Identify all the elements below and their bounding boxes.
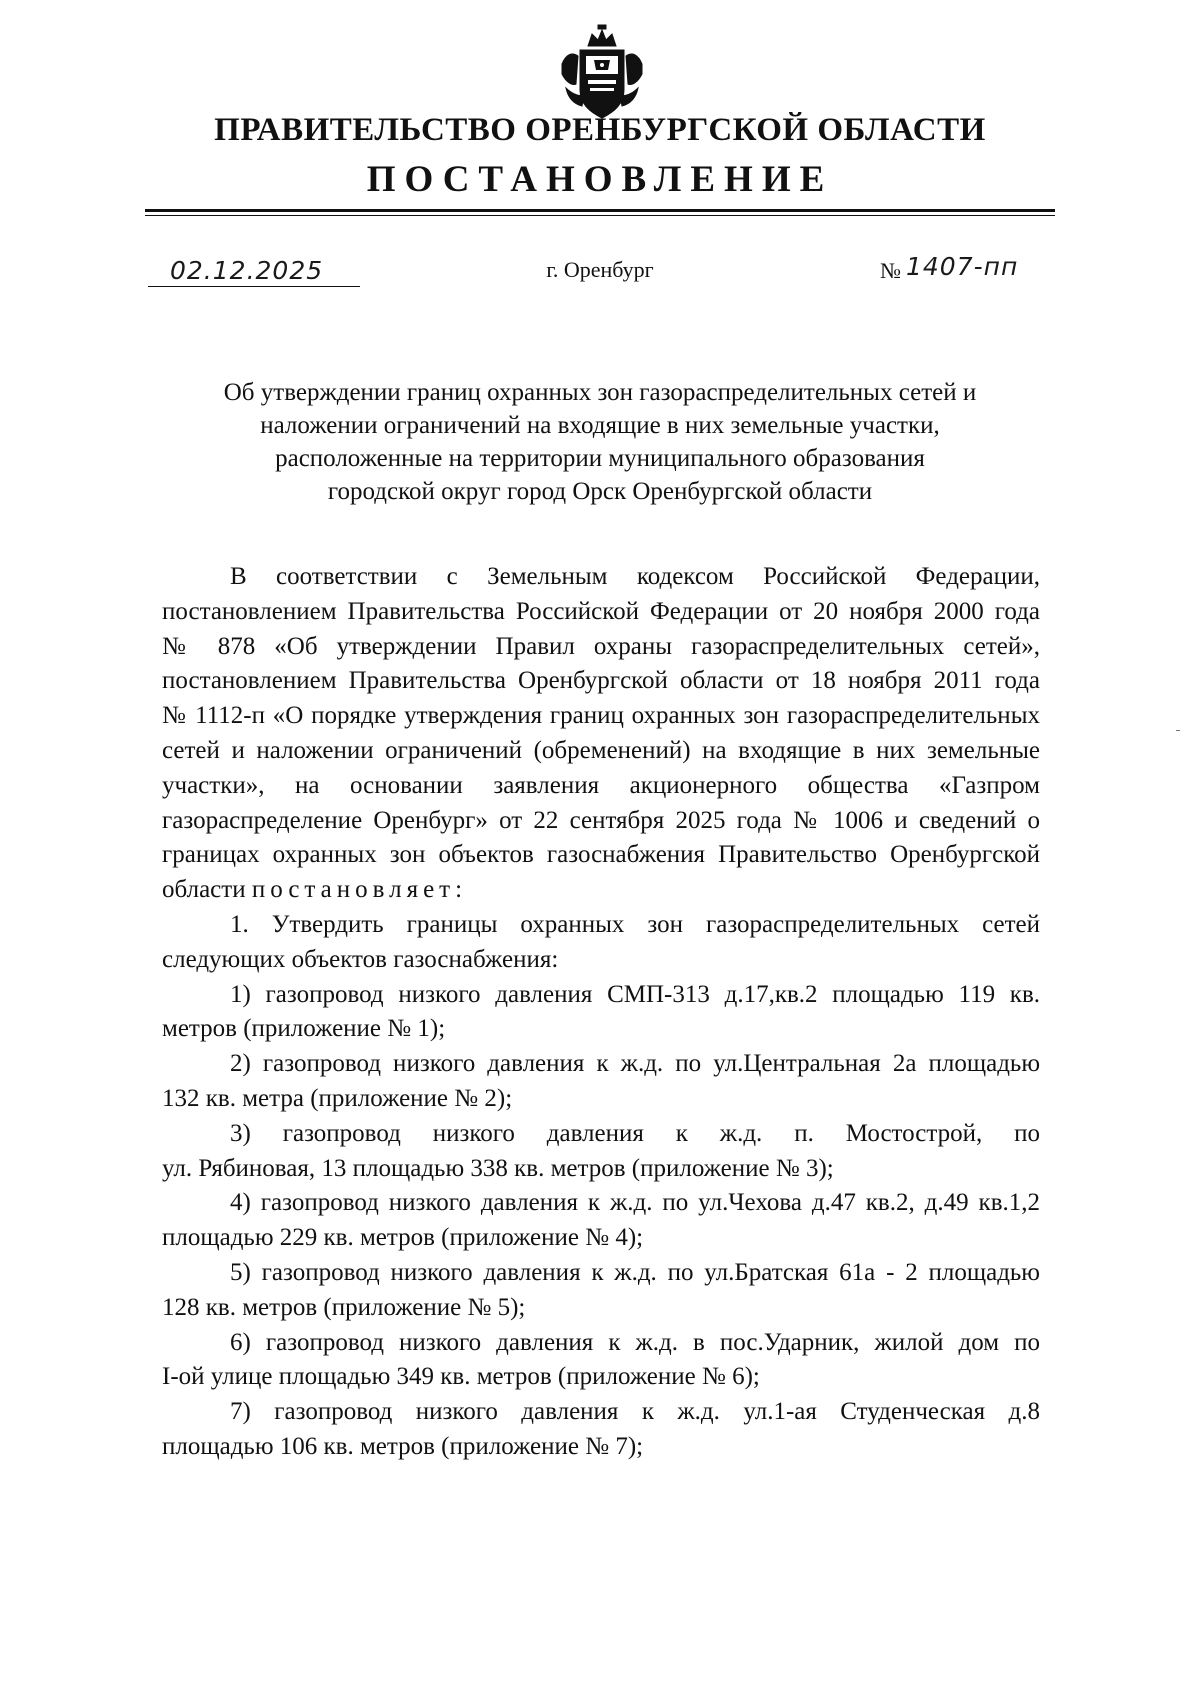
list-item-line: 5) газопровод низкого давления к ж.д. по ул.Братская 61а - 2 площадью: [230, 1258, 1040, 1286]
subject-line: Об утверждении границ охранных зон газораспределительных сетей и: [223, 379, 977, 406]
handwritten-date: 02.12.2025: [170, 256, 324, 285]
list-item-line: 132 кв. метра (приложение № 2);: [162, 1084, 513, 1112]
body-line: газораспределение Оренбург» от 22 сентября 2025 года № 1006 и сведений о: [162, 806, 1040, 834]
body-line-resolution: [162, 873, 1040, 908]
body-line: участки», на основании заявления акционерного общества «Газпром: [162, 771, 1040, 799]
coat-of-arms-emblem: [558, 24, 646, 122]
document-body: [162, 560, 1040, 1465]
clause-1-line: 1. Утвердить границы охранных зон газораспределительных сетей: [230, 910, 1040, 938]
list-item-line: 7) газопровод низкого давления к ж.д. ул.1-ая Студенческая д.8: [230, 1398, 1040, 1426]
list-item-line: 128 кв. метров (приложение № 5);: [162, 1293, 526, 1321]
city-label: г. Оренбург: [546, 257, 654, 282]
subject-line: городской округ город Орск Оренбургской области: [327, 478, 873, 505]
number-sign: №: [880, 258, 901, 283]
document-number-field: [880, 252, 1040, 286]
subject-line: наложении ограничений на входящие в них земельные участки,: [260, 412, 940, 439]
clause-1-line: следующих объектов газоснабжения:: [162, 945, 559, 973]
list-item-line: 3) газопровод низкого давления к ж.д. п. Мостострой, по: [230, 1119, 1040, 1147]
list-item-line: площадью 229 кв. метров (приложение № 4);: [162, 1224, 644, 1252]
header-rule-thick: [145, 209, 1055, 212]
document-type-title: ПОСТАНОВЛЕНИЕ: [366, 159, 834, 200]
body-line: № 878 «Об утверждении Правил охраны газораспределительных сетей»,: [162, 632, 1040, 660]
header-rule-thin: [145, 215, 1055, 216]
body-line: В соответствии с Земельным кодексом Российской Федерации,: [230, 563, 1040, 590]
body-line: сетей и наложении ограничений (обременений) на входящие в них земельные: [162, 736, 1040, 764]
body-line: постановлением Правительства Оренбургской области от 18 ноября 2011 года: [162, 667, 1040, 695]
list-item-line: 1) газопровод низкого давления СМП-313 д.17,кв.2 площадью 119 кв.: [230, 980, 1040, 1008]
resolution-keyword: постановляет:: [251, 876, 468, 904]
resolution-prefix: области: [162, 876, 246, 904]
body-line: границах охранных зон объектов газоснабжения Правительство Оренбургской: [162, 841, 1040, 869]
list-item-line: площадью 106 кв. метров (приложение № 7);: [162, 1432, 644, 1460]
body-line: постановлением Правительства Российской Федерации от 20 ноября 2000 года: [162, 597, 1040, 625]
list-item-line: метров (приложение № 1);: [162, 1015, 446, 1043]
list-item-line: 2) газопровод низкого давления к ж.д. по ул.Центральная 2а площадью: [230, 1050, 1040, 1078]
document-subject: [160, 376, 1040, 508]
body-line: № 1112-п «О порядке утверждения границ охранных зон газораспределительных: [162, 702, 1040, 730]
list-item-line: 4) газопровод низкого давления к ж.д. по ул.Чехова д.47 кв.2, д.49 кв.1,2: [230, 1189, 1040, 1217]
list-item-line: I-ой улице площадью 349 кв. метров (приложение № 6);: [162, 1363, 760, 1391]
list-item-line: ул. Рябиновая, 13 площадью 338 кв. метров (приложение № 3);: [162, 1154, 834, 1182]
subject-line: расположенные на территории муниципального образования: [275, 445, 925, 472]
scan-mark: [1176, 730, 1180, 731]
organization-title: ПРАВИТЕЛЬСТВО ОРЕНБУРГСКОЙ ОБЛАСТИ: [214, 112, 986, 148]
handwritten-number: 1407-пп: [906, 252, 1019, 281]
list-item-line: 6) газопровод низкого давления к ж.д. в пос.Ударник, жилой дом по: [230, 1328, 1040, 1356]
